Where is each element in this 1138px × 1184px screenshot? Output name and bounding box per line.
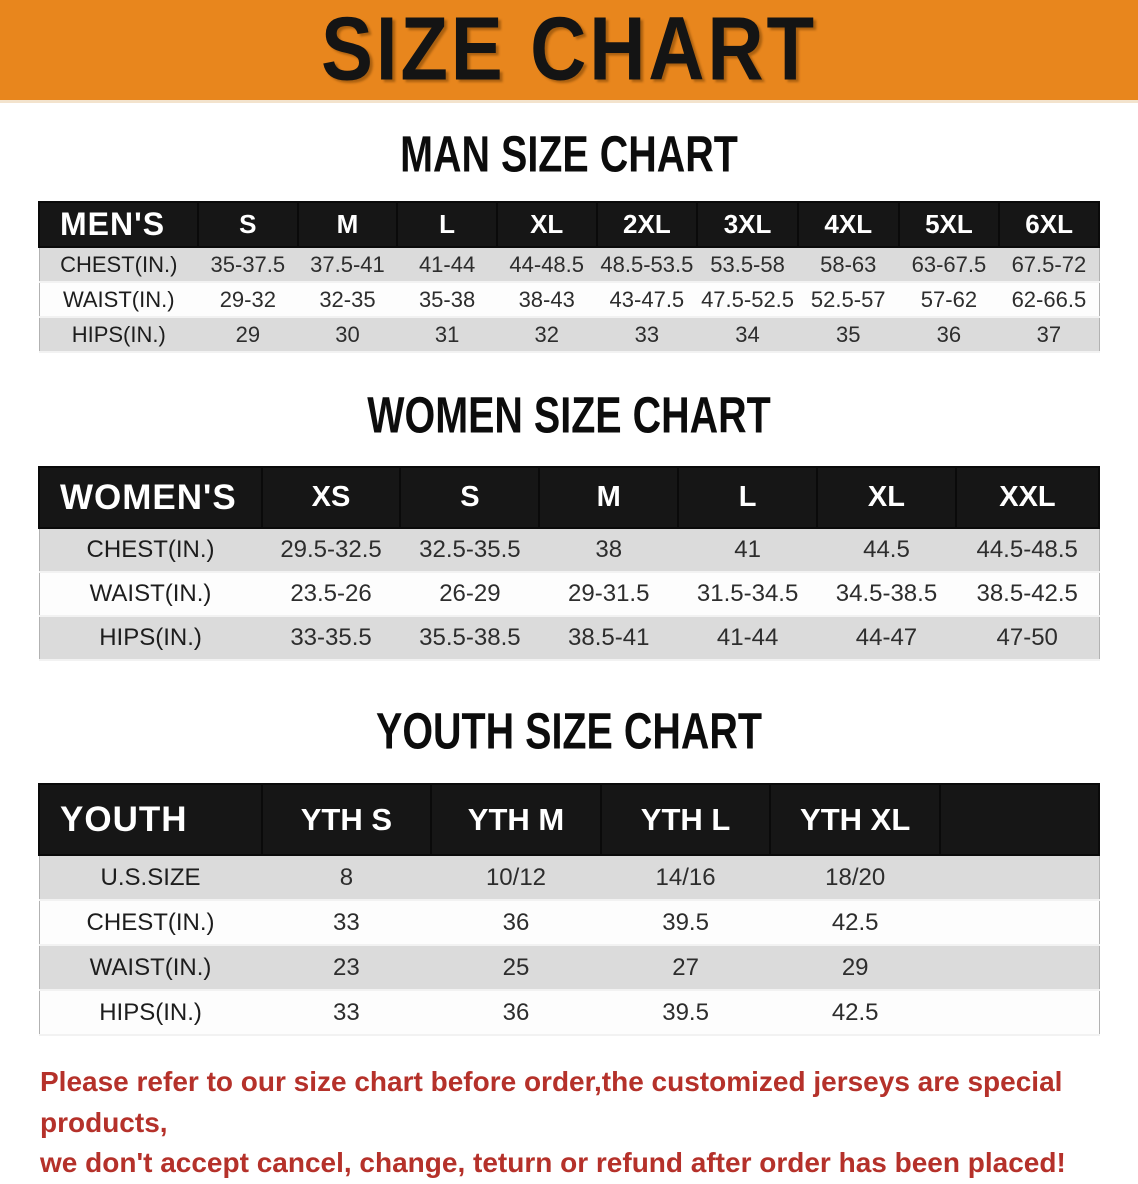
row-label: CHEST(IN.)	[39, 528, 262, 572]
measurement-row	[39, 945, 1099, 990]
disclaimer-line-2: we don't accept cancel, change, teturn or refund after order has been placed!	[40, 1147, 1066, 1179]
size-value: 41	[678, 528, 817, 572]
size-value: 44-47	[817, 616, 956, 660]
size-value: 38.5-42.5	[956, 572, 1099, 616]
size-value: 48.5-53.5	[597, 247, 698, 282]
measurement-row	[39, 855, 1099, 900]
row-label: CHEST(IN.)	[39, 247, 198, 282]
size-column-header: 4XL	[798, 202, 899, 247]
size-column-header: YTH S	[262, 784, 432, 855]
size-value: 41-44	[678, 616, 817, 660]
row-label: WAIST(IN.)	[39, 945, 262, 990]
size-column-header: 5XL	[899, 202, 1000, 247]
size-value: 42.5	[770, 900, 940, 945]
table-title: WOMEN'S	[39, 467, 262, 528]
size-value: 37	[999, 317, 1099, 352]
size-value: 47.5-52.5	[697, 282, 798, 317]
size-value: 23.5-26	[262, 572, 401, 616]
table-header-row	[39, 467, 1099, 528]
size-value: 67.5-72	[999, 247, 1099, 282]
row-label: HIPS(IN.)	[39, 317, 198, 352]
men-section-heading: MAN SIZE CHART	[400, 124, 738, 183]
measurement-row	[39, 528, 1099, 572]
size-value: 44-48.5	[497, 247, 597, 282]
measurement-row	[39, 616, 1099, 660]
row-label: HIPS(IN.)	[39, 616, 262, 660]
size-value: 34.5-38.5	[817, 572, 956, 616]
size-column-header: XL	[497, 202, 597, 247]
size-value: 34	[697, 317, 798, 352]
order-disclaimer-note	[40, 1062, 1100, 1184]
measurement-row	[39, 572, 1099, 616]
size-value: 36	[899, 317, 1000, 352]
size-column-header: XXL	[956, 467, 1099, 528]
size-value: 26-29	[400, 572, 539, 616]
banner-title: SIZE CHART	[321, 0, 817, 100]
row-label: WAIST(IN.)	[39, 282, 198, 317]
size-value: 38-43	[497, 282, 597, 317]
size-column-header: XS	[262, 467, 401, 528]
size-value: 23	[262, 945, 432, 990]
size-value: 29	[198, 317, 298, 352]
men-size-section	[0, 126, 1138, 353]
spacer-cell	[940, 990, 1099, 1035]
size-value: 35	[798, 317, 899, 352]
row-label: HIPS(IN.)	[39, 990, 262, 1035]
size-value: 35.5-38.5	[400, 616, 539, 660]
size-column-header: M	[539, 467, 678, 528]
row-label: WAIST(IN.)	[39, 572, 262, 616]
size-column-header: 6XL	[999, 202, 1099, 247]
men-size-table	[38, 201, 1100, 353]
table-title: MEN'S	[39, 202, 198, 247]
size-value: 52.5-57	[798, 282, 899, 317]
size-value: 33	[597, 317, 698, 352]
size-value: 41-44	[397, 247, 497, 282]
size-value: 58-63	[798, 247, 899, 282]
size-value: 29-31.5	[539, 572, 678, 616]
size-value: 27	[601, 945, 771, 990]
size-value: 53.5-58	[697, 247, 798, 282]
size-column-header: 2XL	[597, 202, 698, 247]
measurement-row	[39, 282, 1099, 317]
size-value: 44.5	[817, 528, 956, 572]
size-value: 31	[397, 317, 497, 352]
size-column-header: YTH M	[431, 784, 601, 855]
spacer-cell	[940, 855, 1099, 900]
size-value: 38	[539, 528, 678, 572]
size-value: 33-35.5	[262, 616, 401, 660]
size-chart-banner	[0, 0, 1138, 103]
size-column-header: S	[400, 467, 539, 528]
size-value: 18/20	[770, 855, 940, 900]
size-value: 38.5-41	[539, 616, 678, 660]
size-column-header: S	[198, 202, 298, 247]
disclaimer-line-1: Please refer to our size chart before order,the customized jerseys are special products,	[40, 1066, 1063, 1138]
size-value: 47-50	[956, 616, 1099, 660]
size-value: 39.5	[601, 990, 771, 1035]
size-value: 33	[262, 990, 432, 1035]
table-header-row	[39, 784, 1099, 855]
size-value: 32	[497, 317, 597, 352]
size-value: 25	[431, 945, 601, 990]
size-column-header: L	[397, 202, 497, 247]
size-column-header: YTH L	[601, 784, 771, 855]
measurement-row	[39, 990, 1099, 1035]
size-value: 29.5-32.5	[262, 528, 401, 572]
women-size-table	[38, 466, 1100, 661]
youth-size-table	[38, 783, 1100, 1036]
spacer-cell	[940, 784, 1099, 855]
size-column-header: XL	[817, 467, 956, 528]
size-column-header: M	[298, 202, 398, 247]
youth-size-section	[0, 703, 1138, 1036]
women-section-heading: WOMEN SIZE CHART	[367, 385, 771, 444]
size-column-header: YTH XL	[770, 784, 940, 855]
size-column-header: L	[678, 467, 817, 528]
size-value: 36	[431, 900, 601, 945]
spacer-cell	[940, 945, 1099, 990]
size-value: 35-37.5	[198, 247, 298, 282]
size-value: 37.5-41	[298, 247, 398, 282]
size-value: 63-67.5	[899, 247, 1000, 282]
size-value: 35-38	[397, 282, 497, 317]
row-label: U.S.SIZE	[39, 855, 262, 900]
size-value: 29	[770, 945, 940, 990]
size-value: 42.5	[770, 990, 940, 1035]
size-value: 10/12	[431, 855, 601, 900]
size-value: 44.5-48.5	[956, 528, 1099, 572]
size-value: 31.5-34.5	[678, 572, 817, 616]
size-value: 36	[431, 990, 601, 1035]
women-size-section	[0, 387, 1138, 661]
youth-section-heading: YOUTH SIZE CHART	[375, 701, 763, 760]
size-value: 32-35	[298, 282, 398, 317]
row-label: CHEST(IN.)	[39, 900, 262, 945]
size-value: 43-47.5	[597, 282, 698, 317]
table-header-row	[39, 202, 1099, 247]
size-value: 30	[298, 317, 398, 352]
size-value: 33	[262, 900, 432, 945]
size-column-header: 3XL	[697, 202, 798, 247]
size-value: 57-62	[899, 282, 1000, 317]
table-title: YOUTH	[39, 784, 262, 855]
size-value: 29-32	[198, 282, 298, 317]
spacer-cell	[940, 900, 1099, 945]
size-value: 62-66.5	[999, 282, 1099, 317]
size-value: 8	[262, 855, 432, 900]
size-chart-content	[0, 126, 1138, 1184]
measurement-row	[39, 247, 1099, 282]
size-value: 39.5	[601, 900, 771, 945]
measurement-row	[39, 317, 1099, 352]
measurement-row	[39, 900, 1099, 945]
size-value: 32.5-35.5	[400, 528, 539, 572]
size-value: 14/16	[601, 855, 771, 900]
